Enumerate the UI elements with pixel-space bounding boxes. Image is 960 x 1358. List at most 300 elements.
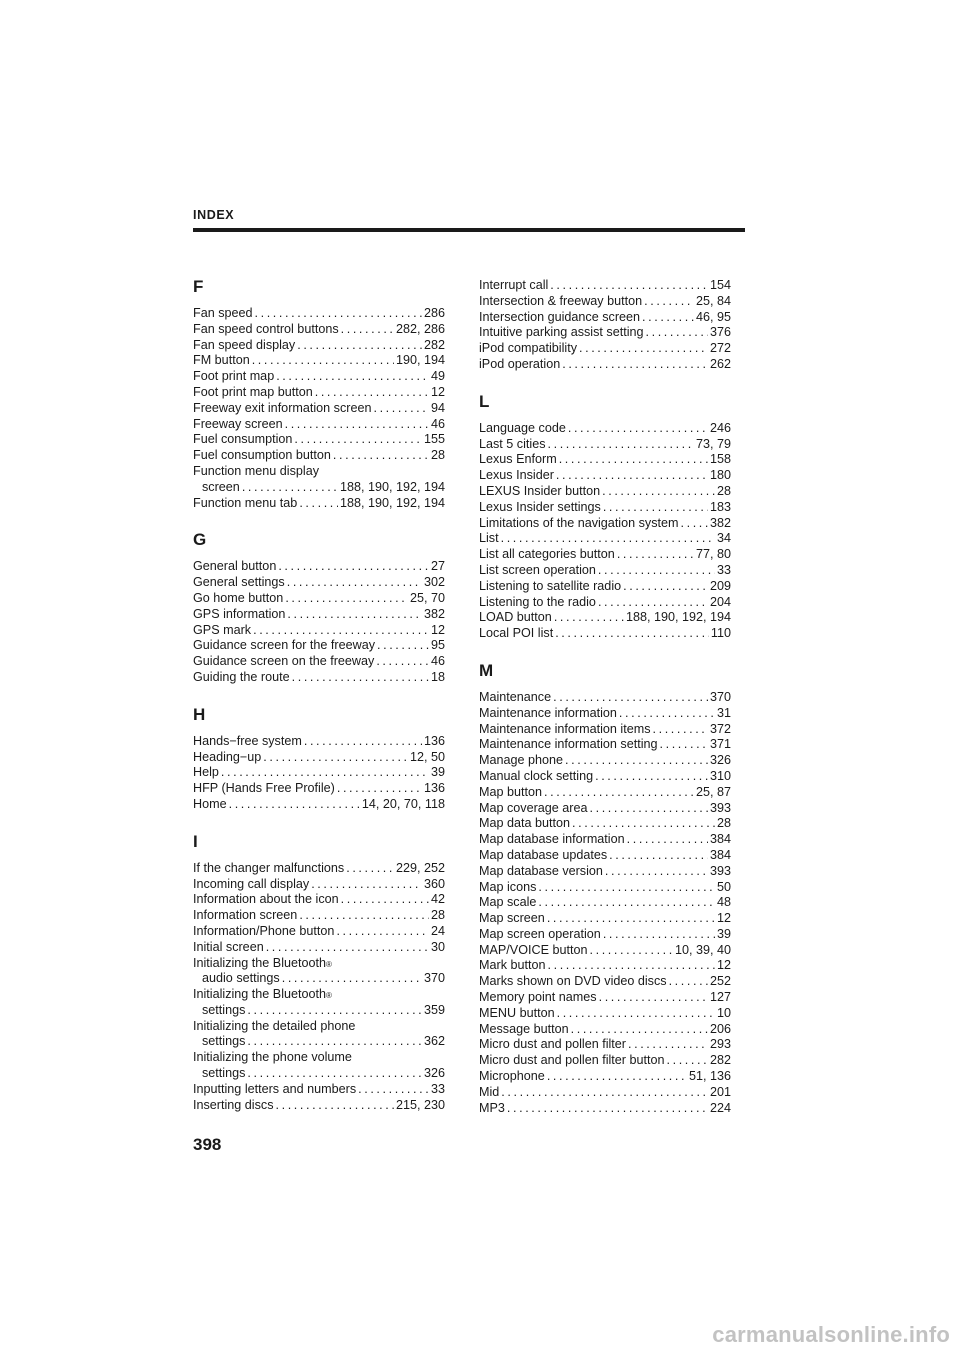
- entry-pages: 188, 190, 192, 194: [339, 479, 445, 494]
- entry-term: iPod compatibility: [479, 341, 577, 356]
- dot-leader: [501, 531, 715, 547]
- entry-term: Mid: [479, 1084, 500, 1099]
- dot-leader: [579, 341, 708, 357]
- dot-leader: [247, 1034, 422, 1050]
- entry-term: Map coverage area: [479, 800, 588, 815]
- index-entry: [193, 940, 445, 956]
- entry-pages: 51, 136: [688, 1069, 731, 1084]
- entry-line: [479, 958, 731, 974]
- dot-leader: [555, 626, 709, 642]
- entry-pages: 30: [430, 939, 445, 954]
- entry-line: [193, 940, 445, 956]
- index-column-left: [193, 276, 445, 1131]
- entry-line: [193, 654, 445, 670]
- entry-line: [193, 575, 445, 591]
- entry-line: [479, 848, 731, 864]
- entry-term: Micro dust and pollen filter: [479, 1037, 626, 1052]
- entry-term: List all categories button: [479, 547, 615, 562]
- entry-term-continued: audio settings: [202, 971, 280, 986]
- entry-line: [193, 306, 445, 322]
- dot-leader: [373, 401, 429, 417]
- entry-line: [193, 338, 445, 354]
- dot-leader: [278, 559, 429, 575]
- entry-pages: 310: [709, 768, 731, 783]
- section-letter: M: [479, 660, 494, 680]
- dot-leader: [287, 575, 422, 591]
- entry-line: [479, 516, 731, 532]
- entry-line: [479, 563, 731, 579]
- index-entry: [193, 496, 445, 512]
- dot-leader: [377, 638, 429, 654]
- entry-term: GPS information: [193, 606, 286, 621]
- dot-leader: [547, 911, 715, 927]
- entry-term: FM button: [193, 353, 250, 368]
- entry-term: Initializing the Bluetooth: [193, 987, 327, 1002]
- entry-line: [479, 626, 731, 642]
- entry-term: Fan speed control buttons: [193, 321, 339, 336]
- entry-term: Hands−free system: [193, 733, 302, 748]
- index-section: [193, 529, 445, 685]
- dot-leader: [315, 385, 429, 401]
- entry-term: Information/Phone button: [193, 923, 335, 938]
- index-entry: [479, 294, 731, 310]
- entry-term: Interrupt call: [479, 278, 549, 292]
- entry-term: Inserting discs: [193, 1097, 274, 1112]
- index-entry: [479, 848, 731, 864]
- entry-pages: 127: [709, 990, 731, 1005]
- dot-leader: [669, 974, 708, 990]
- page-number: 398: [193, 1135, 222, 1154]
- entry-term: Heading−up: [193, 749, 262, 764]
- entry-pages: 48: [716, 895, 731, 910]
- index-entry: [479, 1085, 731, 1101]
- entry-line: [479, 310, 731, 326]
- dot-leader: [559, 452, 708, 468]
- entry-pages: 10: [716, 1005, 731, 1020]
- entry-pages: 28: [716, 816, 731, 831]
- index-entry: [479, 785, 731, 801]
- entry-term: Lexus Insider: [479, 468, 554, 483]
- entry-line: [479, 468, 731, 484]
- entry-term: Initial screen: [193, 939, 264, 954]
- index-entry: [479, 516, 731, 532]
- dot-leader: [229, 797, 360, 813]
- dot-leader: [276, 369, 429, 385]
- entry-first-line: [193, 1050, 445, 1066]
- entry-term: Initializing the Bluetooth: [193, 955, 327, 970]
- entry-line: [193, 496, 445, 512]
- index-entry: [193, 924, 445, 940]
- entry-line: [193, 401, 445, 417]
- index-entry: [479, 341, 731, 357]
- entry-pages: 50: [716, 879, 731, 894]
- index-entry: [193, 306, 445, 322]
- index-entry: [193, 1082, 445, 1098]
- entry-term: Intersection guidance screen: [479, 309, 641, 324]
- index-entry: [479, 452, 731, 468]
- entry-term: Go home button: [193, 590, 284, 605]
- entry-pages: 272: [709, 341, 731, 356]
- entry-line: [479, 895, 731, 911]
- entry-line: [479, 832, 731, 848]
- index-column-right: [479, 278, 731, 1134]
- entry-line: [479, 785, 731, 801]
- entry-term: Map scale: [479, 895, 537, 910]
- entry-term: Freeway exit information screen: [193, 400, 372, 415]
- dot-leader: [590, 801, 708, 817]
- dot-leader: [590, 943, 673, 959]
- dot-leader: [623, 579, 708, 595]
- entry-line: [479, 595, 731, 611]
- entry-term: Listening to the radio: [479, 594, 596, 609]
- dot-leader: [253, 623, 429, 639]
- dot-leader: [292, 670, 429, 686]
- entry-term: LOAD button: [479, 610, 552, 625]
- index-entry: [479, 832, 731, 848]
- index-entry: [193, 559, 445, 575]
- entry-term: MENU button: [479, 1005, 555, 1020]
- entry-pages: 190, 194: [395, 353, 445, 368]
- index-entry: [479, 563, 731, 579]
- entry-pages: 46: [430, 416, 445, 431]
- entry-term: Home: [193, 796, 227, 811]
- index-section: [193, 831, 445, 1114]
- dot-leader: [627, 832, 708, 848]
- dot-leader: [605, 864, 708, 880]
- dot-leader: [263, 750, 408, 766]
- entry-pages: 95: [430, 638, 445, 653]
- entry-line: [479, 294, 731, 310]
- entry-pages: 293: [709, 1037, 731, 1052]
- entry-line: [479, 500, 731, 516]
- entry-continuation: [193, 1066, 445, 1082]
- entry-line: [193, 385, 445, 401]
- entry-pages: 326: [709, 753, 731, 768]
- entry-line: [479, 816, 731, 832]
- entry-continuation: [193, 1034, 445, 1050]
- entry-pages: 158: [709, 452, 731, 467]
- index-section: [479, 660, 731, 1117]
- entry-term: Foot print map: [193, 369, 275, 384]
- entry-pages: 229, 252: [395, 860, 445, 875]
- entry-term-continued: settings: [202, 1066, 246, 1081]
- dot-leader: [544, 785, 694, 801]
- entry-term-continued: settings: [202, 1034, 246, 1049]
- entry-line: [479, 864, 731, 880]
- entry-pages: 25, 87: [695, 784, 731, 799]
- dot-leader: [556, 468, 708, 484]
- index-entry: [479, 880, 731, 896]
- entry-first-line: Initializing the Bluetooth ®: [193, 987, 332, 1002]
- index-entry: [479, 579, 731, 595]
- index-entry: [479, 1037, 731, 1053]
- watermark: carmanualsonline.info: [712, 1322, 950, 1347]
- entry-pages: 10, 39, 40: [674, 942, 731, 957]
- index-entry: [479, 1101, 731, 1117]
- dot-leader: [550, 278, 708, 294]
- entry-line: [479, 943, 731, 959]
- dot-leader: [247, 1066, 422, 1082]
- entry-term: Maintenance information: [479, 705, 617, 720]
- index-entry: [479, 325, 731, 341]
- entry-pages: 25, 84: [695, 293, 731, 308]
- section-letter: I: [193, 831, 198, 851]
- entry-term: Local POI list: [479, 626, 554, 641]
- entry-line: [479, 911, 731, 927]
- entry-term: Map database version: [479, 863, 603, 878]
- dot-leader: [336, 924, 429, 940]
- entry-pages: 252: [709, 974, 731, 989]
- index-section: [479, 391, 731, 642]
- entry-line: [193, 432, 445, 448]
- entry-pages: 154: [709, 278, 731, 292]
- dot-leader: [282, 971, 422, 987]
- entry-pages: 372: [709, 721, 731, 736]
- dot-leader: [507, 1101, 708, 1117]
- entry-term: Mark button: [479, 958, 546, 973]
- entry-term-continued: screen: [202, 479, 240, 494]
- index-entry: [479, 753, 731, 769]
- entry-pages: 382: [709, 515, 731, 530]
- index-entry: [193, 987, 445, 1019]
- entry-pages: 180: [709, 468, 731, 483]
- entry-line: [479, 1006, 731, 1022]
- index-entry: [479, 690, 731, 706]
- dot-leader: [565, 753, 708, 769]
- index-entry: [193, 877, 445, 893]
- dot-leader: [646, 325, 708, 341]
- dot-leader: [341, 322, 394, 338]
- entry-term: General settings: [193, 575, 285, 590]
- entry-line: [479, 484, 731, 500]
- dot-leader: [609, 848, 708, 864]
- entry-term: Help: [193, 765, 219, 780]
- entry-pages: 262: [709, 356, 731, 371]
- index-entry: [479, 500, 731, 516]
- entry-pages: 24: [430, 923, 445, 938]
- entry-term: Map button: [479, 784, 543, 799]
- entry-term: Manual clock setting: [479, 768, 594, 783]
- dot-leader: [266, 940, 429, 956]
- dot-leader: [276, 1098, 394, 1114]
- index-entry: [479, 974, 731, 990]
- entry-continuation: [193, 480, 445, 496]
- entry-continuation: [193, 1003, 445, 1019]
- entry-pages: 14, 20, 70, 118: [361, 796, 445, 811]
- entry-term: MAP/VOICE button: [479, 942, 588, 957]
- index-entry: [193, 908, 445, 924]
- entry-line: [479, 927, 731, 943]
- dot-leader: [333, 448, 429, 464]
- entry-pages: 27: [430, 559, 445, 574]
- index-entry: [479, 547, 731, 563]
- dot-leader: [346, 861, 394, 877]
- entry-pages: 39: [716, 926, 731, 941]
- entry-line: [479, 579, 731, 595]
- entry-term: Map icons: [479, 879, 537, 894]
- entry-term: Fuel consumption button: [193, 448, 331, 463]
- index-entry: [193, 1050, 445, 1082]
- entry-first-line: [193, 464, 445, 480]
- index-entry: [193, 1019, 445, 1051]
- entry-pages: 46: [430, 654, 445, 669]
- index-entry: [193, 353, 445, 369]
- entry-pages: 384: [709, 847, 731, 862]
- entry-line: [193, 623, 445, 639]
- index-entry: [479, 706, 731, 722]
- entry-line: [193, 750, 445, 766]
- entry-pages: 73, 79: [695, 436, 731, 451]
- entry-term: Maintenance information setting: [479, 737, 658, 752]
- section-letter: H: [193, 704, 206, 724]
- entry-line: [479, 690, 731, 706]
- index-entry: [193, 575, 445, 591]
- dot-leader: [299, 496, 338, 512]
- index-entry: [479, 421, 731, 437]
- dot-leader: [297, 338, 422, 354]
- index-entry: [193, 623, 445, 639]
- entry-line: [479, 357, 731, 373]
- entry-term: Maintenance information items: [479, 721, 651, 736]
- entry-pages: 183: [709, 499, 731, 514]
- index-entry: [479, 769, 731, 785]
- dot-leader: [299, 908, 429, 924]
- index-entry: [193, 385, 445, 401]
- index-entry: [193, 654, 445, 670]
- index-entry: [479, 310, 731, 326]
- dot-leader: [653, 722, 708, 738]
- entry-term: Information about the icon: [193, 892, 339, 907]
- entry-line: [193, 369, 445, 385]
- dot-leader: [287, 607, 422, 623]
- entry-line: [193, 353, 445, 369]
- dot-leader: [376, 654, 429, 670]
- index-entry: [479, 484, 731, 500]
- index-entry: [479, 864, 731, 880]
- entry-pages: 326: [423, 1066, 445, 1081]
- section-letter: G: [193, 530, 207, 550]
- entry-term: iPod operation: [479, 356, 561, 371]
- entry-pages: 94: [430, 400, 445, 415]
- entry-line: [193, 559, 445, 575]
- entry-pages: 49: [430, 369, 445, 384]
- entry-term: Function menu tab: [193, 495, 298, 510]
- entry-term: Maintenance: [479, 689, 552, 704]
- index-entry: [193, 591, 445, 607]
- entry-continuation: [193, 971, 445, 987]
- entry-term: Inputting letters and numbers: [193, 1081, 357, 1096]
- entry-line: [193, 908, 445, 924]
- index-entry: [193, 1098, 445, 1114]
- dot-leader: [547, 1069, 687, 1085]
- dot-leader: [619, 706, 715, 722]
- entry-line: [479, 610, 731, 626]
- entry-pages: 18: [430, 669, 445, 684]
- index-entry: [479, 816, 731, 832]
- entry-term: Manage phone: [479, 753, 564, 768]
- entry-first-line: [193, 1019, 445, 1035]
- index-section: [479, 278, 731, 373]
- dot-leader: [285, 591, 408, 607]
- entry-pages: 224: [709, 1100, 731, 1115]
- entry-term: Guidance screen on the freeway: [193, 654, 375, 669]
- entry-term: Fan speed display: [193, 337, 296, 352]
- dot-leader: [642, 310, 694, 326]
- entry-pages: 12, 50: [409, 749, 445, 764]
- entry-term: Function menu display: [193, 463, 320, 478]
- entry-term: Listening to satellite radio: [479, 578, 622, 593]
- entry-term: Micro dust and pollen filter button: [479, 1053, 665, 1068]
- entry-pages: 376: [709, 325, 731, 340]
- entry-line: [193, 670, 445, 686]
- entry-pages: 188, 190, 192, 194: [339, 495, 445, 510]
- entry-first-line: Initializing the Bluetooth ®: [193, 955, 332, 970]
- entry-line: [479, 990, 731, 1006]
- entry-pages: 31: [716, 705, 731, 720]
- dot-leader: [598, 563, 715, 579]
- entry-line: [479, 341, 731, 357]
- entry-pages: 370: [709, 689, 731, 704]
- entry-pages: 393: [709, 800, 731, 815]
- dot-leader: [341, 892, 429, 908]
- dot-leader: [252, 353, 394, 369]
- entry-term: Incoming call display: [193, 876, 310, 891]
- dot-leader: [617, 547, 694, 563]
- entry-line: [193, 638, 445, 654]
- entry-term: Intuitive parking assist setting: [479, 325, 644, 340]
- entry-line: [479, 547, 731, 563]
- entry-list: [193, 734, 445, 813]
- index-entry: [479, 468, 731, 484]
- index-entry: [193, 797, 445, 813]
- entry-term: MP3: [479, 1100, 505, 1115]
- index-entry: [193, 322, 445, 338]
- entry-line: [193, 417, 445, 433]
- index-entry: [479, 801, 731, 817]
- entry-term: Fuel consumption: [193, 432, 293, 447]
- entry-list: [193, 559, 445, 685]
- entry-term: Lexus Enform: [479, 452, 557, 467]
- entry-pages: 28: [430, 448, 445, 463]
- entry-term: Initializing the phone volume: [193, 1050, 352, 1065]
- entry-list: [479, 421, 731, 642]
- entry-pages: 136: [423, 781, 445, 796]
- index-entry: [193, 861, 445, 877]
- entry-line: [193, 734, 445, 750]
- dot-leader: [538, 895, 715, 911]
- entry-pages: 370: [423, 971, 445, 986]
- dot-leader: [553, 690, 708, 706]
- entry-line: [479, 1085, 731, 1101]
- index-entry: [479, 911, 731, 927]
- dot-leader: [562, 357, 708, 373]
- index-entry: [193, 417, 445, 433]
- dot-leader: [667, 1053, 708, 1069]
- index-entry: [193, 638, 445, 654]
- entry-line: [193, 797, 445, 813]
- entry-pages: 12: [716, 911, 731, 926]
- entry-term: Language code: [479, 420, 566, 435]
- dot-leader: [571, 1022, 708, 1038]
- index-entry: [193, 892, 445, 908]
- entry-term: Map data button: [479, 816, 571, 831]
- entry-pages: 33: [716, 562, 731, 577]
- index-entry: [479, 1053, 731, 1069]
- entry-pages: 34: [716, 531, 731, 546]
- entry-pages: 282: [423, 337, 445, 352]
- entry-term: Map database updates: [479, 847, 608, 862]
- entry-term: Map screen: [479, 911, 545, 926]
